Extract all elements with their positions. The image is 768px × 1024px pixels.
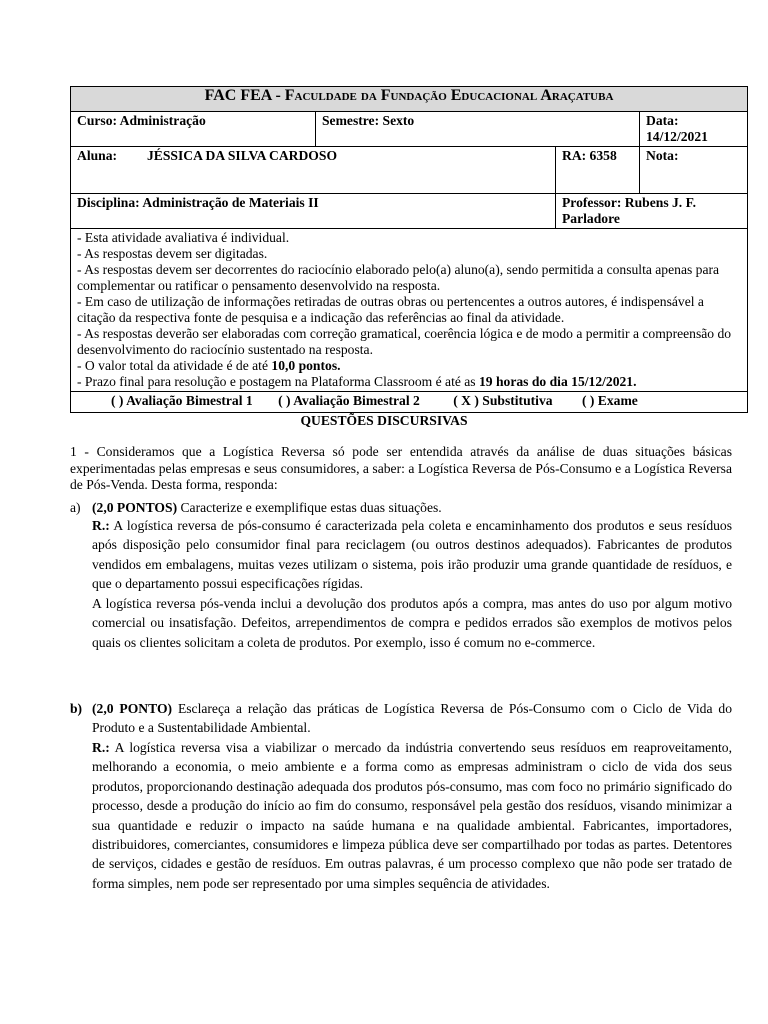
eval-option-substitutiva: ( X ) Substitutiva bbox=[453, 393, 553, 408]
instruction-line: - As respostas deverão ser elaboradas com correção gramatical, coerência lógica e de modo a permitir a compreensão do desenvolvimento do raciocínio sustentado na resposta. bbox=[77, 326, 732, 357]
instruction-line: - Esta atividade avaliativa é individual. bbox=[77, 230, 290, 245]
question-1a-text: Caracterize e exemplifique estas duas situações. bbox=[177, 500, 442, 515]
institution-title: FAC FEA - Faculdade da Fundação Educacional Araçatuba bbox=[71, 87, 748, 112]
question-1b-text: Esclareça a relação das práticas de Logística Reversa de Pós-Consumo com o Ciclo de Vida do Produto e a Sustentabilidade Ambiental. bbox=[92, 701, 732, 736]
section-title: QUESTÕES DISCURSIVAS bbox=[300, 413, 468, 428]
answer-1a-paragraph-1: R.: A logística reversa de pós-consumo é caracterizada pela coleta e encaminhamento dos produtos e seus resíduos após disposição pelo consumidor final para reciclagem (ou outros destinos adequados). Fabricantes de produtos vendidos em embalagens, muitas vezes utilizam o sistema, pois irão produzir uma grande quantidade de resíduos, e que o departamento possui especificações rígidas. bbox=[92, 518, 732, 592]
discipline-cell: Disciplina: Administração de Materiais II bbox=[71, 194, 556, 229]
answer-1b: R.: A logística reversa visa a viabilizar o mercado da indústria convertendo seus resíduos em reaproveitamento, melhorando a economia, o meio ambiente e a forma como as empresas administram o ciclo de vida dos seus produtos, proporcionando destinação adequada dos produtos pós-consumo, mas com foco no primário significado do processo, desde a produção do início ao fim do consumo, responsável pela gestão dos resíduos, visando minimizar a sua quantidade e reduzir o impacto na saúde humana e na qualidade ambiental. Fabricantes, importadores, distribuidores, comerciantes, consumidores e limpeza pública deve ser compartilhado por todas as partes. Detentores de serviços, cidades e gestão de resíduos. Em outras palavras, é um processo complexo que não pode ser tratado de forma simples, nem pode ser representado por uma simples sequência de atividades. bbox=[92, 740, 732, 891]
student-name: JÉSSICA DA SILVA CARDOSO bbox=[147, 148, 338, 163]
evaluation-types-row bbox=[71, 392, 748, 413]
question-1b-label: b) bbox=[70, 701, 83, 716]
question-1a bbox=[70, 498, 732, 517]
answer-1a-paragraph-2: A logística reversa pós-venda inclui a devolução dos produtos após a compra, mas antes do uso por algum motivo comercial ou insatisfação. Defeitos, arrependimentos de compra e pedidos errados são exemplos de motivos pelos quais os clientes solicitam a coleta de produtos. Por exemplo, isso é comum no e-commerce. bbox=[92, 596, 732, 650]
professor-cell: Professor: Rubens J. F. Parladore bbox=[556, 194, 748, 229]
eval-option-bimestral-1: ( ) Avaliação Bimestral 1 bbox=[111, 393, 253, 408]
question-1-text: 1 - Consideramos que a Logística Reversa só pode ser entendida através da análise de duas situações básicas experimentadas pelas empresas e seus consumidores, a saber: a Logística Reversa de Pós-Consumo e a Logística Reversa de Pós-Venda. Desta forma, responda: bbox=[70, 444, 732, 493]
semester-cell: Semestre: Sexto bbox=[316, 112, 640, 147]
instruction-line: - As respostas devem ser decorrentes do raciocínio elaborado pelo(a) aluno(a), sendo permitida a consulta apenas para complementar ou ratificar o pensamento desenvolvido na resposta. bbox=[77, 262, 720, 293]
instruction-line: - Prazo final para resolução e postagem na Plataforma Classroom é até as 19 horas do dia 15/12/2021. bbox=[77, 374, 637, 389]
answer-label: R.: bbox=[92, 740, 110, 755]
answer-label: R.: bbox=[92, 518, 110, 533]
question-1b-points: (2,0 PONTO) bbox=[92, 701, 173, 716]
grade-cell: Nota: bbox=[640, 147, 748, 194]
question-1b bbox=[70, 699, 732, 738]
date-cell: Data: 14/12/2021 bbox=[640, 112, 748, 147]
student-label: Aluna: bbox=[77, 148, 118, 163]
question-1a-points: (2,0 PONTOS) bbox=[92, 500, 178, 515]
instruction-line: - Em caso de utilização de informações retiradas de outras obras ou pertencentes a outros autores, é indispensável a citação da respectiva fonte de pesquisa e a indicação das referências ao final da atividade. bbox=[77, 294, 704, 325]
ra-cell: RA: 6358 bbox=[556, 147, 640, 194]
instruction-line: - As respostas devem ser digitadas. bbox=[77, 246, 268, 261]
instruction-line: - O valor total da atividade é de até 10,0 pontos. bbox=[77, 358, 341, 373]
student-cell bbox=[71, 147, 556, 194]
header-table bbox=[70, 86, 748, 413]
eval-option-bimestral-2: ( ) Avaliação Bimestral 2 bbox=[278, 393, 420, 408]
instructions-cell bbox=[71, 229, 748, 392]
question-1a-label: a) bbox=[70, 500, 81, 515]
eval-option-exame: ( ) Exame bbox=[581, 393, 638, 408]
course-cell: Curso: Administração bbox=[71, 112, 316, 147]
